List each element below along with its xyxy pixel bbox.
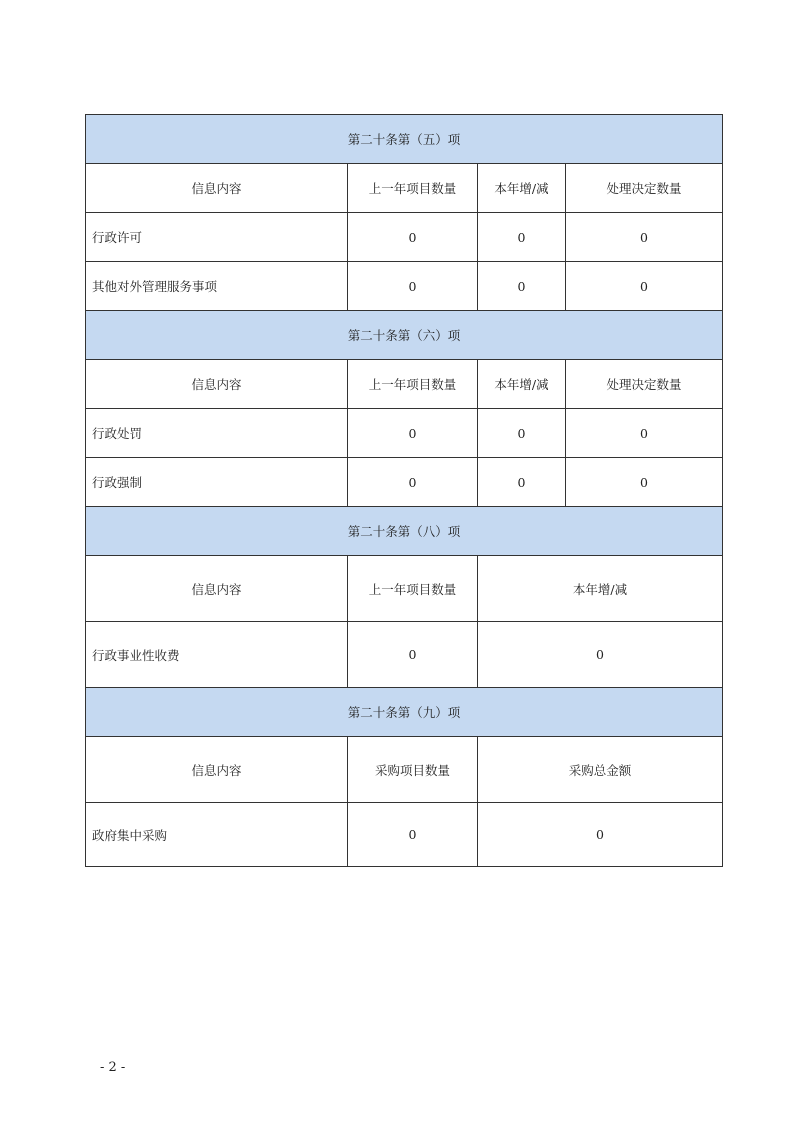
column-header-row	[86, 556, 723, 622]
section-title: 第二十条第（五）项	[86, 115, 723, 164]
cell-value: 0	[566, 409, 723, 458]
column-header: 处理决定数量	[566, 360, 723, 409]
row-label: 政府集中采购	[86, 803, 348, 867]
cell-value: 0	[348, 622, 478, 688]
column-header: 信息内容	[86, 360, 348, 409]
column-header: 信息内容	[86, 737, 348, 803]
column-header: 上一年项目数量	[348, 360, 478, 409]
column-header: 本年增/减	[478, 164, 566, 213]
cell-value: 0	[478, 409, 566, 458]
column-header: 本年增/减	[478, 360, 566, 409]
column-header-row	[86, 737, 723, 803]
page-number: - 2 -	[100, 1060, 126, 1075]
section-header-row	[86, 311, 723, 360]
column-header: 采购总金额	[478, 737, 723, 803]
column-header: 采购项目数量	[348, 737, 478, 803]
table-row	[86, 213, 723, 262]
table-row	[86, 262, 723, 311]
disclosure-table	[85, 114, 723, 867]
row-label: 行政强制	[86, 458, 348, 507]
section-title: 第二十条第（九）项	[86, 688, 723, 737]
section-title: 第二十条第（六）项	[86, 311, 723, 360]
column-header: 上一年项目数量	[348, 164, 478, 213]
column-header: 信息内容	[86, 164, 348, 213]
table-row	[86, 803, 723, 867]
cell-value: 0	[348, 409, 478, 458]
column-header-row	[86, 164, 723, 213]
row-label: 其他对外管理服务事项	[86, 262, 348, 311]
cell-value: 0	[478, 803, 723, 867]
column-header: 信息内容	[86, 556, 348, 622]
table-row	[86, 458, 723, 507]
table-row	[86, 409, 723, 458]
cell-value: 0	[478, 262, 566, 311]
row-label: 行政处罚	[86, 409, 348, 458]
section-title: 第二十条第（八）项	[86, 507, 723, 556]
table-row	[86, 622, 723, 688]
column-header: 本年增/减	[478, 556, 723, 622]
cell-value: 0	[478, 622, 723, 688]
cell-value: 0	[478, 213, 566, 262]
section-header-row	[86, 507, 723, 556]
cell-value: 0	[348, 458, 478, 507]
cell-value: 0	[348, 262, 478, 311]
cell-value: 0	[566, 458, 723, 507]
cell-value: 0	[348, 803, 478, 867]
section-header-row	[86, 115, 723, 164]
column-header: 处理决定数量	[566, 164, 723, 213]
row-label: 行政事业性收费	[86, 622, 348, 688]
cell-value: 0	[478, 458, 566, 507]
cell-value: 0	[566, 213, 723, 262]
cell-value: 0	[566, 262, 723, 311]
column-header: 上一年项目数量	[348, 556, 478, 622]
row-label: 行政许可	[86, 213, 348, 262]
column-header-row	[86, 360, 723, 409]
cell-value: 0	[348, 213, 478, 262]
section-header-row	[86, 688, 723, 737]
